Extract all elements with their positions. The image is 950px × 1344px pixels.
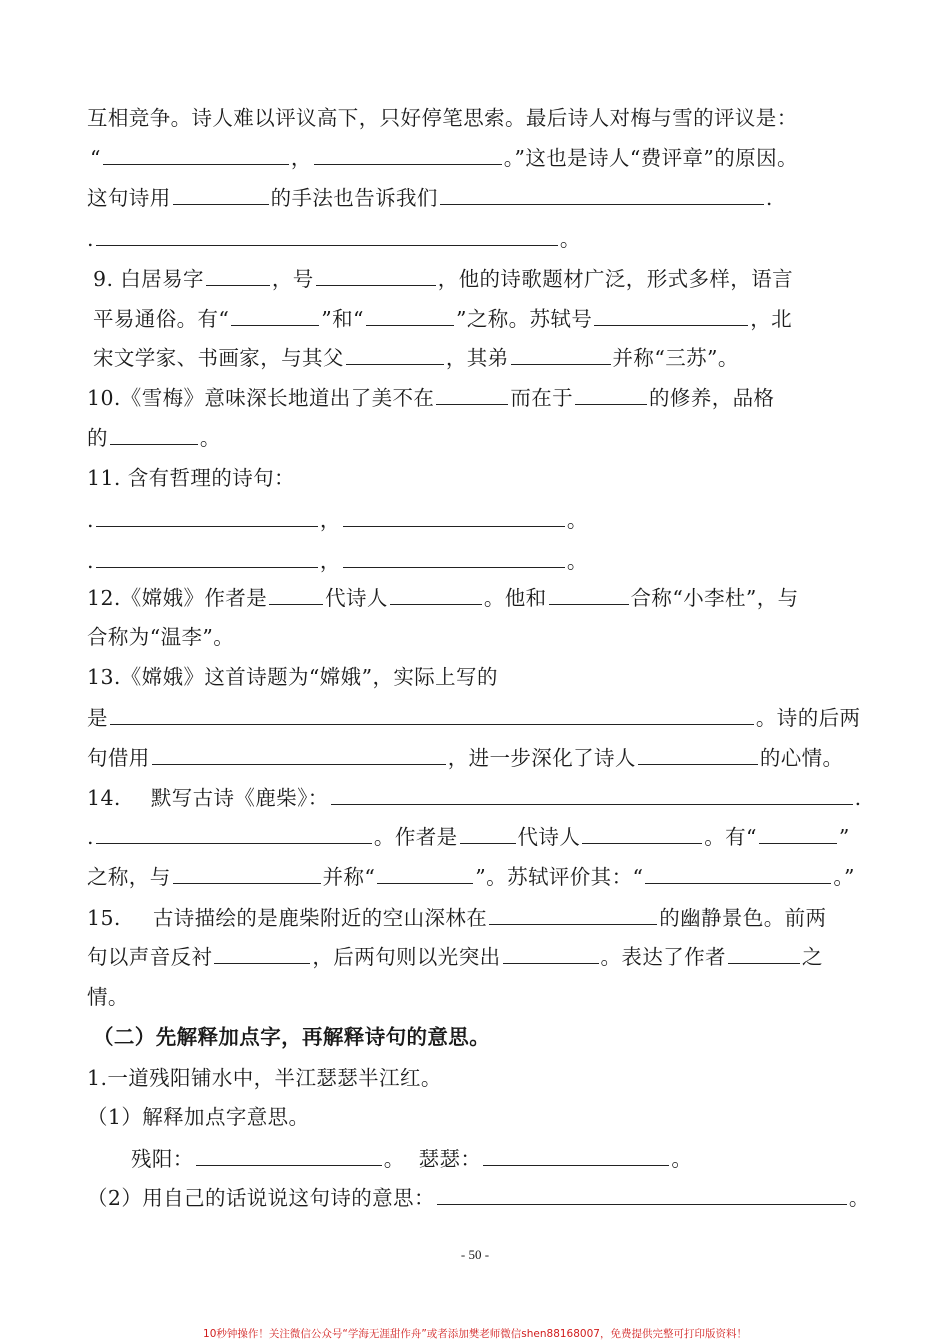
text: 情。	[87, 985, 129, 1009]
answer-blank	[331, 803, 853, 805]
text: 12.《嫦娥》作者是	[87, 586, 268, 610]
sub-question-1	[87, 1102, 309, 1132]
text: 代诗人	[325, 586, 388, 610]
page-number: - 50 -	[460, 1247, 490, 1262]
text-line	[87, 183, 773, 213]
question-9	[93, 264, 793, 294]
answer-blank	[96, 244, 558, 246]
text: ，其弟	[445, 346, 509, 370]
text: 代诗人	[517, 825, 581, 849]
answer-blank	[196, 1164, 382, 1166]
text: 。	[566, 549, 588, 573]
text: 之称，与	[87, 865, 171, 889]
text: ，号	[271, 267, 314, 291]
text-line	[93, 304, 792, 334]
answer-blank	[638, 763, 758, 765]
question-11	[87, 463, 295, 493]
text: 。表达了作者	[600, 945, 726, 969]
text-line	[87, 505, 588, 535]
sub-question-2	[87, 1183, 870, 1213]
text: 15.	[87, 906, 121, 930]
answer-blank	[377, 882, 473, 884]
text: 瑟瑟：	[418, 1147, 482, 1171]
answer-blank	[173, 203, 269, 205]
text: .	[87, 825, 94, 849]
answer-blank	[96, 525, 318, 527]
section-heading	[93, 1022, 490, 1052]
answer-blank	[96, 566, 318, 568]
answer-blank	[152, 763, 446, 765]
text: 并称“	[322, 865, 376, 889]
poem-line	[87, 1063, 442, 1093]
answer-blank	[206, 284, 270, 286]
answer-blank	[231, 324, 319, 326]
text-line	[87, 982, 129, 1012]
text: 古诗描绘的是鹿柴附近的空山深林在	[152, 906, 488, 930]
text-line	[90, 143, 798, 173]
text: 句以声音反衬	[87, 945, 213, 969]
answer-blank	[110, 723, 754, 725]
text: 残阳：	[131, 1147, 194, 1171]
text: ”和“	[321, 307, 364, 331]
text: .	[87, 227, 94, 251]
text: 合称“小李杜”，与	[630, 586, 799, 610]
text: 14.	[87, 786, 121, 810]
answer-blank	[110, 443, 198, 445]
text-line	[87, 942, 823, 972]
text: 是	[87, 706, 108, 730]
answer-blank	[483, 1164, 669, 1166]
text: ，北	[750, 307, 793, 331]
answer-blank	[314, 163, 502, 165]
text-line	[87, 546, 588, 576]
text: 的心情。	[759, 746, 844, 770]
text: （1）解释加点字意思。	[87, 1105, 310, 1129]
text: 。作者是	[373, 825, 458, 849]
answer-blank	[594, 324, 748, 326]
text: ”之称。苏轼号	[455, 307, 593, 331]
answer-blank	[511, 363, 611, 365]
answer-blank	[96, 842, 372, 844]
answer-blank	[214, 962, 310, 964]
text: 。他和	[483, 586, 547, 610]
text: ，	[290, 146, 312, 170]
text: 。	[559, 227, 581, 251]
answer-blank	[343, 566, 565, 568]
text: 之	[801, 945, 823, 969]
text: ，进一步深化了诗人	[447, 746, 636, 770]
text: （二）先解释加点字，再解释诗句的意思。	[93, 1025, 491, 1049]
answer-blank	[549, 603, 629, 605]
text: ，他的诗歌题材广泛，形式多样，语言	[437, 267, 794, 291]
text: 句借用	[87, 746, 150, 770]
answer-blank	[366, 324, 454, 326]
text: 的手法也告诉我们	[270, 186, 438, 210]
text: .	[87, 549, 94, 573]
text: 这句诗用	[87, 186, 171, 210]
text: （2）用自己的话说说这句诗的意思：	[87, 1186, 435, 1210]
answer-blank	[489, 923, 657, 925]
answer-blank	[582, 842, 702, 844]
answer-blank	[173, 882, 321, 884]
text-line	[87, 703, 860, 733]
text: 的	[87, 426, 108, 450]
answer-blank	[437, 1203, 847, 1205]
answer-blank	[346, 363, 444, 365]
text-line	[131, 1144, 692, 1174]
text-line	[87, 224, 581, 254]
text: ，	[319, 549, 341, 573]
text: 。”这也是诗人“费评章”的原因。	[503, 146, 798, 170]
answer-blank	[343, 525, 565, 527]
text: 合称为“温李”。	[87, 625, 235, 649]
question-12	[87, 583, 799, 613]
text-line	[87, 822, 850, 852]
answer-blank	[728, 962, 800, 964]
question-10	[87, 383, 774, 413]
answer-blank	[103, 163, 289, 165]
text-line	[87, 862, 855, 892]
question-15	[87, 903, 826, 933]
text: .	[765, 186, 773, 210]
answer-blank	[575, 403, 647, 405]
answer-blank	[460, 842, 516, 844]
answer-blank	[503, 962, 599, 964]
question-14	[87, 783, 862, 813]
text: 的幽静景色。前两	[659, 906, 827, 930]
text: 。	[383, 1147, 405, 1171]
answer-blank	[269, 603, 323, 605]
text: ”	[838, 825, 850, 849]
text: ，	[319, 508, 341, 532]
text-line	[93, 343, 739, 373]
answer-blank	[759, 842, 837, 844]
text: 平易通俗。有“	[93, 307, 230, 331]
answer-blank	[440, 203, 764, 205]
text: ，后两句则以光突出	[312, 945, 501, 969]
question-13	[87, 662, 498, 692]
footer-notice: 10秒钟操作！关注微信公众号“学海无涯甜作舟”或者添加樊老师微信shen88168007，免费提供完整可打印版资料！	[203, 1328, 747, 1340]
text-line	[87, 103, 798, 133]
text: 1.一道残阳铺水中，半江瑟瑟半江红。	[87, 1066, 442, 1090]
text: 。有“	[704, 825, 757, 849]
text: “	[90, 146, 101, 170]
answer-blank	[645, 882, 831, 884]
text: 。诗的后两	[755, 706, 861, 730]
text: 并称“三苏”。	[612, 346, 739, 370]
text: 11. 含有哲理的诗句：	[87, 466, 295, 490]
text: 。”	[833, 865, 855, 889]
text: .	[87, 508, 94, 532]
text: 互相竞争。诗人难以评议高下，只好停笔思索。最后诗人对梅与雪的评议是：	[87, 106, 798, 130]
text-line	[87, 622, 234, 652]
text: 而在于	[510, 386, 574, 410]
text: .	[854, 786, 862, 810]
text: 。	[671, 1147, 693, 1171]
text: 宋文学家、书画家，与其父	[93, 346, 344, 370]
text: 默写古诗《鹿柴》：	[150, 786, 329, 810]
text: 的修养，品格	[649, 386, 775, 410]
answer-blank	[390, 603, 482, 605]
text: ”。苏轼评价其：“	[475, 865, 644, 889]
text-line	[87, 743, 843, 773]
text: 。	[848, 1186, 870, 1210]
text: 。	[566, 508, 588, 532]
text: 13.《嫦娥》这首诗题为“嫦娥”，实际上写的	[87, 665, 498, 689]
answer-blank	[436, 403, 508, 405]
answer-blank	[316, 284, 436, 286]
text: 。	[199, 426, 221, 450]
text: 9. 白居易字	[93, 267, 204, 291]
text: 10.《雪梅》意味深长地道出了美不在	[87, 386, 435, 410]
text-line	[87, 423, 221, 453]
